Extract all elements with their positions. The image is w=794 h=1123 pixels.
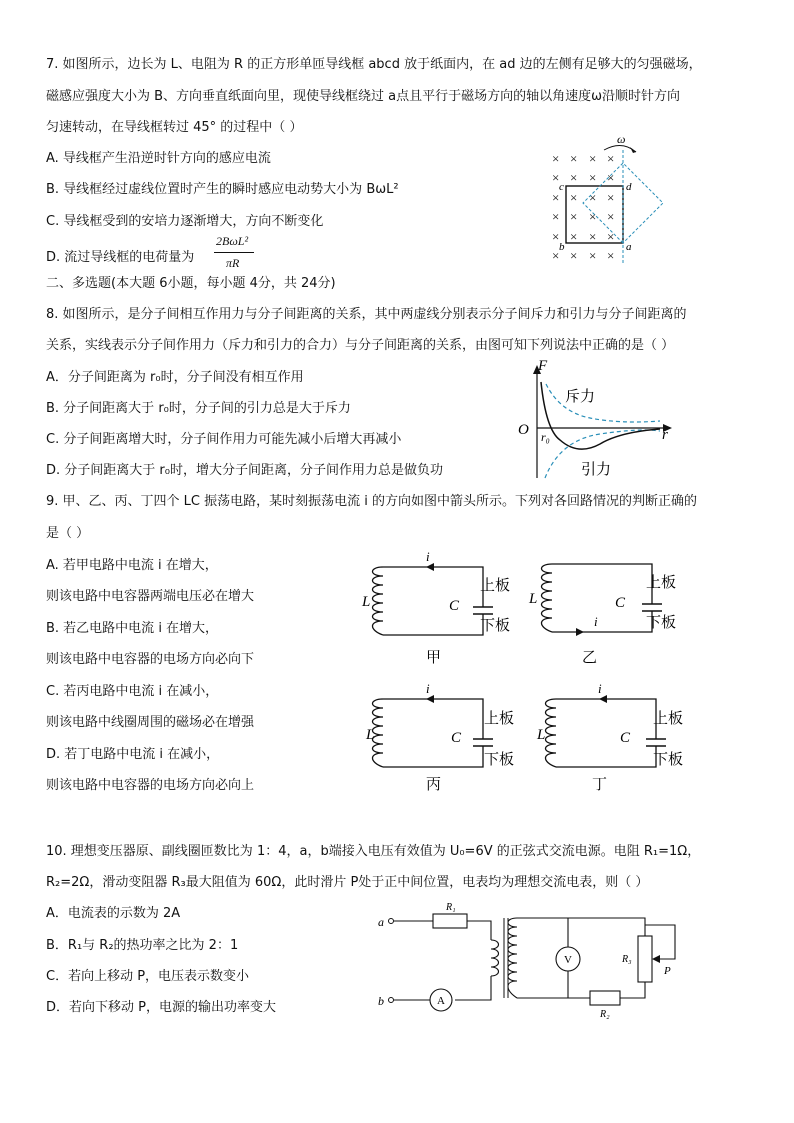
svg-text:×: × — [607, 209, 615, 224]
q8-option-b: B. 分子间距离大于 r₀时，分子间的引力总是大于斥力 — [46, 401, 351, 416]
circuit-ding-name: 丁 — [592, 775, 608, 793]
r-axis-label: r — [662, 427, 668, 443]
omega-label: ω — [617, 132, 626, 146]
circuit-yi-c-label: C — [615, 595, 626, 611]
origin-label: O — [518, 422, 529, 438]
r2-label: R₂ — [600, 1009, 610, 1020]
slider-wire — [645, 925, 675, 959]
svg-text:×: × — [552, 209, 560, 224]
circuit-yi-i-label: i — [594, 614, 598, 629]
circuit-bing-i-label: i — [426, 681, 430, 696]
svg-text:×: × — [589, 170, 597, 185]
terminal-a-label: a — [378, 915, 384, 929]
circuit-jia-c-label: C — [449, 598, 460, 614]
svg-text:×: × — [552, 190, 560, 205]
vertex-a-label: a — [626, 241, 632, 253]
q9-option-b-line1: B. 若乙电路中电流 i 在增大， — [46, 621, 219, 636]
circuit-yi-name: 乙 — [582, 648, 598, 666]
svg-text:×: × — [607, 248, 615, 263]
q8-option-a: A．分子间距离为 r₀时，分子间没有相互作用 — [46, 370, 304, 385]
attraction-label: 引力 — [581, 460, 612, 478]
primary-coil — [491, 940, 499, 976]
q9-option-d-line1: D. 若丁电路中电流 i 在减小， — [46, 747, 220, 762]
circuit-jia-name: 甲 — [426, 648, 442, 666]
svg-text:×: × — [552, 248, 560, 263]
q9-stem-line1: 9. 甲、乙、丙、丁四个 LC 振荡电路，某时刻振荡电流 i 的方向如图中箭头所示。下列对各回路情况的判断正确的 — [46, 494, 697, 509]
circuit-ding-top-plate-label: 上板 — [653, 709, 684, 727]
q7-stem-line2: 磁感应强度大小为 B、方向垂直纸面向里，现使导线框绕过 a点且平行于磁场方向的轴以角速度ω沿顺时针方向 — [46, 89, 681, 104]
r0-label: r₀ — [541, 430, 550, 444]
circuit-bing-name: 丙 — [426, 775, 442, 793]
resistor-r1 — [433, 914, 467, 928]
svg-text:×: × — [570, 229, 578, 244]
svg-text:×: × — [589, 209, 597, 224]
q9-stem-line2: 是（ ） — [46, 526, 90, 541]
circuit-bing-c-label: C — [451, 730, 462, 746]
q7-stem-line1: 7. 如图所示，边长为 L、电阻为 R 的正方形单匝导线框 abcd 放于纸面内，在 ad 边的左侧有足够大的匀强磁场， — [46, 57, 702, 72]
repulsion-label: 斥力 — [565, 387, 596, 405]
circuit-yi-l-label: L — [529, 591, 538, 607]
q7-option-a: A. 导线框产生沿逆时针方向的感应电流 — [46, 151, 271, 166]
circuit-ding-l-label: L — [537, 727, 546, 743]
rheostat-r3 — [638, 936, 652, 982]
vertex-b-label: b — [559, 241, 565, 253]
voltmeter-label: V — [564, 954, 572, 966]
vertex-d-label: d — [626, 181, 632, 193]
slider-p-label: P — [664, 965, 671, 977]
q9-option-a-line2: 则该电路中电容器两端电压必在增大 — [46, 589, 255, 604]
svg-text:×: × — [552, 170, 560, 185]
q8-stem-line1: 8. 如图所示，是分子间相互作用力与分子间距离的关系，其中两虚线分别表示分子间斥力和引力与分子间距离的 — [46, 307, 687, 322]
q7-option-d: D. 流过导线框的电荷量为 — [46, 250, 195, 265]
ammeter-label: A — [437, 995, 445, 1007]
q9-option-d-line2: 则该电路中电容器的电场方向必向上 — [46, 778, 255, 793]
resistor-r2 — [590, 991, 620, 1005]
svg-text:×: × — [570, 170, 578, 185]
vertex-c-label: c — [559, 181, 564, 193]
svg-text:×: × — [589, 229, 597, 244]
circuit-jia-i-label: i — [426, 549, 430, 564]
q10-stem-line1: 10. 理想变压器原、副线圈匝数比为 1：4，a，b端接入电压有效值为 U₀=6V 的正弦式交流电源。电阻 R₁=1Ω， — [46, 844, 701, 859]
q8-stem-line2: 关系，实线表示分子间作用力（斥力和引力的合力）与分子间距离的关系，由图可知下列说法中正确的是（ ） — [46, 338, 675, 353]
terminal-b — [389, 998, 394, 1003]
q7-option-d-numerator: 2BωL² — [216, 234, 249, 248]
circuit-jia-bottom-plate-label: 下板 — [480, 616, 511, 634]
terminal-a — [389, 919, 394, 924]
q9-option-c-line1: C. 若丙电路中电流 i 在减小， — [46, 684, 219, 699]
svg-text:×: × — [589, 190, 597, 205]
svg-text:×: × — [607, 190, 615, 205]
circuit-yi-top-plate-label: 上板 — [646, 573, 677, 591]
svg-text:×: × — [552, 229, 560, 244]
svg-text:×: × — [570, 151, 578, 166]
circuit-bing-l-label: L — [366, 727, 375, 743]
q9-option-a-line1: A. 若甲电路中电流 i 在增大， — [46, 558, 218, 573]
circuit-jia-l-label: L — [362, 594, 371, 610]
q9-option-b-line2: 则该电路中电容器的电场方向必向下 — [46, 652, 255, 667]
svg-text:×: × — [570, 209, 578, 224]
r1-label: R₁ — [446, 902, 456, 913]
svg-text:×: × — [607, 229, 615, 244]
circuit-ding-c-label: C — [620, 730, 631, 746]
circuit-jia-top-plate-label: 上板 — [480, 576, 511, 594]
q7-option-d-denominator: πR — [226, 256, 240, 270]
r3-label: R₃ — [622, 954, 632, 965]
circuit-bing-top-plate-label: 上板 — [484, 709, 515, 727]
circuit-yi-bottom-plate-label: 下板 — [646, 613, 677, 631]
q10-option-d: D．若向下移动 P，电源的输出功率变大 — [46, 1000, 276, 1015]
svg-text:×: × — [589, 248, 597, 263]
q8-option-c: C. 分子间距离增大时，分子间作用力可能先减小后增大再减小 — [46, 432, 402, 447]
q7-option-b: B. 导线框经过虚线位置时产生的瞬时感应电动势大小为 BωL² — [46, 182, 399, 197]
q7-option-c: C. 导线框受到的安培力逐渐增大，方向不断变化 — [46, 214, 324, 229]
section-multiple-choice-heading: 二、多选题(本大题 6小题，每小题 4分，共 24分) — [46, 276, 336, 291]
circuit-ding-i-label: i — [598, 681, 602, 696]
q9-option-c-line2: 则该电路中线圈周围的磁场必在增强 — [46, 715, 255, 730]
svg-text:×: × — [570, 190, 578, 205]
q10-option-a: A．电流表的示数为 2A — [46, 906, 181, 921]
q10-option-c: C．若向上移动 P，电压表示数变小 — [46, 969, 250, 984]
slider-p-arrowhead — [652, 955, 660, 963]
svg-text:×: × — [589, 151, 597, 166]
svg-text:×: × — [552, 151, 560, 166]
q8-option-d: D. 分子间距离大于 r₀时，增大分子间距离，分子间作用力总是做负功 — [46, 463, 443, 478]
circuit-bing-bottom-plate-label: 下板 — [484, 750, 515, 768]
q7-stem-line3: 匀速转动，在导线框转过 45° 的过程中（ ） — [46, 120, 303, 135]
terminal-b-label: b — [378, 994, 384, 1008]
q10-stem-line2: R₂=2Ω，滑动变阻器 R₃最大阻值为 60Ω，此时滑片 P处于正中间位置，电表均为理想交流电表，则（ ） — [46, 875, 649, 890]
f-axis-label: F — [538, 358, 548, 374]
q10-option-b: B．R₁与 R₂的热功率之比为 2：1 — [46, 938, 239, 953]
svg-text:×: × — [570, 248, 578, 263]
svg-text:×: × — [607, 170, 615, 185]
secondary-coil — [508, 918, 517, 998]
svg-text:×: × — [607, 151, 615, 166]
circuit-ding-bottom-plate-label: 下板 — [653, 750, 684, 768]
